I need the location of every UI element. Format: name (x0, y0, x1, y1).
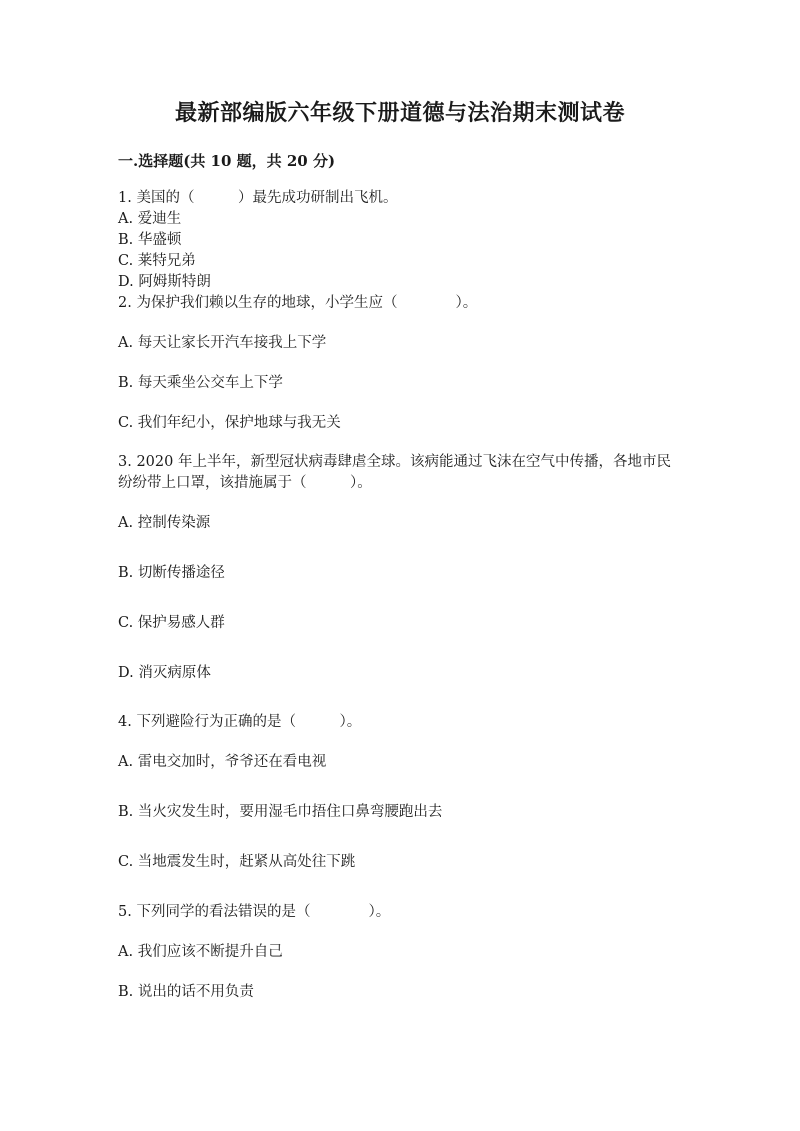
question-2-stem: 2. 为保护我们赖以生存的地球，小学生应（ ）。 (118, 295, 478, 311)
question-3-option-b: B. 切断传播途径 (118, 565, 225, 581)
question-2-option-b: B. 每天乘坐公交车上下学 (118, 375, 283, 391)
question-4-option-b: B. 当火灾发生时，要用湿毛巾捂住口鼻弯腰跑出去 (118, 804, 443, 820)
question-5-option-b: B. 说出的话不用负责 (118, 984, 254, 1000)
question-4-stem: 4. 下列避险行为正确的是（ ）。 (118, 714, 362, 730)
question-5-option-a: A. 我们应该不断提升自己 (118, 944, 283, 960)
question-1-stem: 1. 美国的（ ）最先成功研制出飞机。 (118, 190, 398, 206)
question-2-option-a: A. 每天让家长开汽车接我上下学 (118, 335, 327, 351)
question-2-option-c: C. 我们年纪小，保护地球与我无关 (118, 415, 341, 431)
question-1-option-b: B. 华盛顿 (118, 232, 182, 248)
question-5-stem: 5. 下列同学的看法错误的是（ ）。 (118, 904, 391, 920)
section-heading: 一.选择题(共 10 题，共 20 分) (118, 152, 336, 170)
question-1-option-c: C. 莱特兄弟 (118, 253, 196, 269)
page-title: 最新部编版六年级下册道德与法治期末测试卷 (174, 100, 625, 126)
question-4-option-a: A. 雷电交加时，爷爷还在看电视 (118, 754, 327, 770)
question-4-option-c: C. 当地震发生时，赶紧从高处往下跳 (118, 854, 356, 870)
question-3-option-d: D. 消灭病原体 (118, 665, 211, 681)
question-1-option-a: A. 爱迪生 (118, 211, 182, 227)
question-3-option-a: A. 控制传染源 (118, 515, 211, 531)
question-1-option-d: D. 阿姆斯特朗 (118, 274, 211, 290)
question-3-option-c: C. 保护易感人群 (118, 615, 225, 631)
question-3-stem: 3. 2020 年上半年，新型冠状病毒肆虐全球。该病能通过飞沫在空气中传播，各地市民纷纷带上口罩，该措施属于（ ）。 (118, 454, 671, 491)
